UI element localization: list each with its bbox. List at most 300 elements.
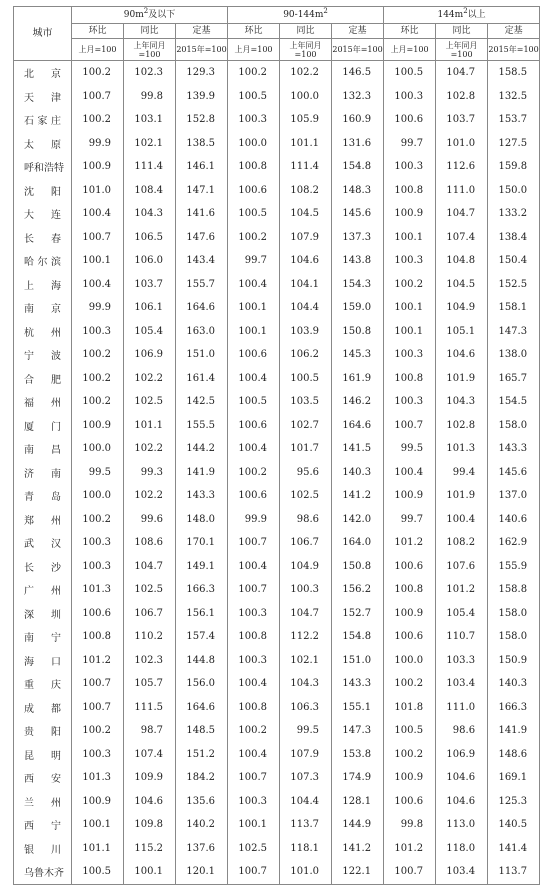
city-cell: 石家庄 [14, 108, 72, 132]
value-cell: 112.6 [436, 155, 488, 179]
value-cell: 100.7 [72, 226, 124, 250]
value-cell: 100.2 [72, 61, 124, 85]
value-cell: 100.9 [72, 155, 124, 179]
value-cell: 143.4 [176, 249, 228, 273]
value-cell: 100.3 [228, 108, 280, 132]
table-row [14, 108, 540, 132]
value-cell: 142.5 [176, 390, 228, 414]
value-cell: 100.3 [228, 790, 280, 814]
value-cell: 132.3 [332, 85, 384, 109]
value-cell: 152.7 [332, 602, 384, 626]
value-cell: 100.5 [228, 390, 280, 414]
value-cell: 150.4 [488, 249, 540, 273]
table-row [14, 766, 540, 790]
value-cell: 100.3 [384, 390, 436, 414]
city-cell: 杭州 [14, 320, 72, 344]
value-cell: 108.2 [280, 179, 332, 203]
value-cell: 102.1 [280, 649, 332, 673]
city-cell: 兰州 [14, 790, 72, 814]
value-cell: 102.5 [124, 390, 176, 414]
value-cell: 104.4 [280, 790, 332, 814]
value-cell: 100.7 [228, 766, 280, 790]
value-cell: 153.8 [332, 743, 384, 767]
table-row [14, 531, 540, 555]
value-cell: 100.6 [384, 108, 436, 132]
value-cell: 101.0 [280, 860, 332, 884]
value-cell: 106.9 [436, 743, 488, 767]
value-cell: 100.4 [228, 437, 280, 461]
value-cell: 100.9 [384, 766, 436, 790]
city-cell: 宁波 [14, 343, 72, 367]
value-cell: 103.4 [436, 860, 488, 884]
value-cell: 160.9 [332, 108, 384, 132]
value-cell: 163.0 [176, 320, 228, 344]
value-cell: 104.6 [436, 766, 488, 790]
value-cell: 101.1 [124, 414, 176, 438]
value-cell: 137.6 [176, 837, 228, 861]
value-cell: 100.7 [72, 672, 124, 696]
table-row [14, 320, 540, 344]
value-cell: 107.9 [280, 743, 332, 767]
value-cell: 144.2 [176, 437, 228, 461]
value-cell: 147.3 [488, 320, 540, 344]
value-cell: 103.5 [280, 390, 332, 414]
city-cell: 南宁 [14, 625, 72, 649]
city-cell: 重庆 [14, 672, 72, 696]
city-cell: 深圳 [14, 602, 72, 626]
city-cell: 海口 [14, 649, 72, 673]
city-cell: 太原 [14, 132, 72, 156]
value-cell: 104.7 [436, 61, 488, 85]
value-cell: 145.6 [332, 202, 384, 226]
value-cell: 129.3 [176, 61, 228, 85]
group-header-large: $144m^2$以上 [384, 7, 540, 24]
city-cell: 武汉 [14, 531, 72, 555]
value-cell: 100.4 [436, 508, 488, 532]
value-cell: 100.5 [280, 367, 332, 391]
base-header-2015: 2015年=100 [488, 39, 540, 61]
value-cell: 138.4 [488, 226, 540, 250]
value-cell: 100.2 [72, 390, 124, 414]
city-cell: 长春 [14, 226, 72, 250]
value-cell: 100.0 [72, 437, 124, 461]
value-cell: 184.2 [176, 766, 228, 790]
sub-header-yoy: 同比 [124, 24, 176, 39]
value-cell: 174.9 [332, 766, 384, 790]
city-cell: 上海 [14, 273, 72, 297]
value-cell: 143.3 [176, 484, 228, 508]
value-cell: 100.0 [228, 132, 280, 156]
table-row [14, 343, 540, 367]
table-row [14, 837, 540, 861]
value-cell: 162.9 [488, 531, 540, 555]
table-row [14, 860, 540, 884]
value-cell: 158.0 [488, 602, 540, 626]
value-cell: 154.8 [332, 625, 384, 649]
value-cell: 102.8 [436, 414, 488, 438]
value-cell: 100.7 [384, 414, 436, 438]
group-header-small: $90m^2$及以下 [72, 7, 228, 24]
value-cell: 148.5 [176, 719, 228, 743]
value-cell: 100.5 [384, 719, 436, 743]
table-row [14, 719, 540, 743]
city-cell: 哈尔滨 [14, 249, 72, 273]
value-cell: 104.1 [280, 273, 332, 297]
value-cell: 153.7 [488, 108, 540, 132]
price-index-table [13, 6, 540, 885]
table-row [14, 625, 540, 649]
value-cell: 148.0 [176, 508, 228, 532]
value-cell: 149.1 [176, 555, 228, 579]
value-cell: 95.6 [280, 461, 332, 485]
value-cell: 100.3 [72, 555, 124, 579]
value-cell: 150.8 [332, 320, 384, 344]
base-header-last-year: 上年同月=100 [436, 39, 488, 61]
value-cell: 145.3 [332, 343, 384, 367]
value-cell: 98.6 [280, 508, 332, 532]
city-cell: 成都 [14, 696, 72, 720]
city-cell: 厦门 [14, 414, 72, 438]
value-cell: 155.9 [488, 555, 540, 579]
table-row [14, 61, 540, 85]
value-cell: 118.0 [436, 837, 488, 861]
group-header-medium: $90-144m^2$ [228, 7, 384, 24]
value-cell: 100.0 [384, 649, 436, 673]
value-cell: 100.1 [384, 320, 436, 344]
city-cell: 福州 [14, 390, 72, 414]
value-cell: 108.4 [124, 179, 176, 203]
table-row [14, 179, 540, 203]
value-cell: 100.6 [384, 625, 436, 649]
city-cell: 南京 [14, 296, 72, 320]
value-cell: 120.1 [176, 860, 228, 884]
value-cell: 100.3 [228, 649, 280, 673]
table-row [14, 437, 540, 461]
value-cell: 99.7 [228, 249, 280, 273]
value-cell: 100.7 [72, 696, 124, 720]
value-cell: 104.3 [436, 390, 488, 414]
value-cell: 100.2 [228, 719, 280, 743]
table-row [14, 273, 540, 297]
value-cell: 101.0 [72, 179, 124, 203]
value-cell: 100.2 [72, 367, 124, 391]
value-cell: 139.9 [176, 85, 228, 109]
value-cell: 100.7 [72, 85, 124, 109]
table-row [14, 202, 540, 226]
value-cell: 99.7 [384, 508, 436, 532]
value-cell: 101.9 [436, 484, 488, 508]
value-cell: 152.5 [488, 273, 540, 297]
value-cell: 104.8 [436, 249, 488, 273]
value-cell: 155.5 [176, 414, 228, 438]
value-cell: 104.7 [280, 602, 332, 626]
value-cell: 100.8 [384, 179, 436, 203]
value-cell: 111.4 [124, 155, 176, 179]
city-cell: 长沙 [14, 555, 72, 579]
value-cell: 100.3 [384, 155, 436, 179]
value-cell: 159.8 [488, 155, 540, 179]
value-cell: 100.2 [72, 508, 124, 532]
value-cell: 144.8 [176, 649, 228, 673]
value-cell: 100.3 [72, 743, 124, 767]
table-body [14, 61, 540, 885]
value-cell: 144.9 [332, 813, 384, 837]
value-cell: 100.3 [72, 320, 124, 344]
value-cell: 127.5 [488, 132, 540, 156]
table-row [14, 578, 540, 602]
value-cell: 151.0 [176, 343, 228, 367]
value-cell: 150.0 [488, 179, 540, 203]
value-cell: 100.2 [228, 461, 280, 485]
value-cell: 99.5 [72, 461, 124, 485]
value-cell: 143.8 [332, 249, 384, 273]
value-cell: 141.6 [176, 202, 228, 226]
value-cell: 164.6 [332, 414, 384, 438]
value-cell: 101.3 [72, 766, 124, 790]
value-cell: 100.7 [228, 578, 280, 602]
value-cell: 103.1 [124, 108, 176, 132]
value-cell: 100.8 [228, 155, 280, 179]
value-cell: 102.3 [124, 649, 176, 673]
table-row [14, 296, 540, 320]
value-cell: 103.7 [436, 108, 488, 132]
value-cell: 141.2 [332, 837, 384, 861]
value-cell: 140.3 [488, 672, 540, 696]
table-row [14, 367, 540, 391]
value-cell: 141.9 [488, 719, 540, 743]
base-header-last-month: 上月=100 [384, 39, 436, 61]
table-row [14, 390, 540, 414]
base-header-last-year: 上年同月=100 [124, 39, 176, 61]
value-cell: 100.3 [228, 602, 280, 626]
table-row [14, 555, 540, 579]
value-cell: 101.9 [436, 367, 488, 391]
value-cell: 100.8 [384, 578, 436, 602]
value-cell: 100.9 [72, 414, 124, 438]
value-cell: 115.2 [124, 837, 176, 861]
city-cell: 呼和浩特 [14, 155, 72, 179]
value-cell: 100.5 [228, 202, 280, 226]
value-cell: 106.7 [124, 602, 176, 626]
value-cell: 106.7 [280, 531, 332, 555]
value-cell: 100.9 [72, 790, 124, 814]
value-cell: 154.5 [488, 390, 540, 414]
value-cell: 158.5 [488, 61, 540, 85]
value-cell: 100.0 [72, 484, 124, 508]
value-cell: 100.8 [228, 696, 280, 720]
city-column-header: 城市 [14, 7, 72, 61]
sub-header-mom: 环比 [384, 24, 436, 39]
table-row [14, 155, 540, 179]
table-row [14, 743, 540, 767]
city-cell: 昆明 [14, 743, 72, 767]
value-cell: 166.3 [488, 696, 540, 720]
value-cell: 100.1 [124, 860, 176, 884]
value-cell: 100.9 [384, 202, 436, 226]
value-cell: 102.1 [124, 132, 176, 156]
table-row [14, 813, 540, 837]
value-cell: 156.1 [176, 602, 228, 626]
value-cell: 156.2 [332, 578, 384, 602]
value-cell: 100.6 [228, 179, 280, 203]
city-cell: 济南 [14, 461, 72, 485]
base-header-last-month: 上月=100 [228, 39, 280, 61]
value-cell: 101.3 [436, 437, 488, 461]
value-cell: 107.9 [280, 226, 332, 250]
value-cell: 111.5 [124, 696, 176, 720]
value-cell: 104.9 [436, 296, 488, 320]
value-cell: 99.9 [72, 132, 124, 156]
table-row [14, 672, 540, 696]
value-cell: 100.7 [384, 860, 436, 884]
value-cell: 125.3 [488, 790, 540, 814]
value-cell: 155.7 [176, 273, 228, 297]
value-cell: 138.5 [176, 132, 228, 156]
value-cell: 161.9 [332, 367, 384, 391]
table-row [14, 508, 540, 532]
value-cell: 104.6 [436, 790, 488, 814]
value-cell: 111.0 [436, 179, 488, 203]
value-cell: 105.9 [280, 108, 332, 132]
value-cell: 99.9 [72, 296, 124, 320]
value-cell: 101.2 [384, 531, 436, 555]
value-cell: 110.7 [436, 625, 488, 649]
value-cell: 99.8 [124, 85, 176, 109]
value-cell: 100.3 [72, 531, 124, 555]
value-cell: 164.6 [176, 696, 228, 720]
value-cell: 101.3 [72, 578, 124, 602]
value-cell: 100.5 [72, 860, 124, 884]
value-cell: 161.4 [176, 367, 228, 391]
value-cell: 100.8 [228, 625, 280, 649]
value-cell: 158.8 [488, 578, 540, 602]
value-cell: 158.0 [488, 625, 540, 649]
value-cell: 137.0 [488, 484, 540, 508]
value-cell: 103.3 [436, 649, 488, 673]
value-cell: 141.5 [332, 437, 384, 461]
price-index-table-container [13, 6, 540, 885]
value-cell: 140.2 [176, 813, 228, 837]
value-cell: 99.9 [228, 508, 280, 532]
value-cell: 102.2 [124, 367, 176, 391]
value-cell: 104.6 [436, 343, 488, 367]
value-cell: 108.2 [436, 531, 488, 555]
table-row [14, 484, 540, 508]
table-row [14, 132, 540, 156]
value-cell: 107.4 [124, 743, 176, 767]
value-cell: 148.3 [332, 179, 384, 203]
value-cell: 106.0 [124, 249, 176, 273]
value-cell: 118.1 [280, 837, 332, 861]
value-cell: 99.3 [124, 461, 176, 485]
value-cell: 110.2 [124, 625, 176, 649]
value-cell: 100.3 [384, 85, 436, 109]
value-cell: 102.2 [280, 61, 332, 85]
value-cell: 100.2 [384, 273, 436, 297]
value-cell: 101.0 [436, 132, 488, 156]
value-cell: 101.1 [280, 132, 332, 156]
value-cell: 104.3 [124, 202, 176, 226]
value-cell: 100.4 [228, 743, 280, 767]
city-cell: 大连 [14, 202, 72, 226]
value-cell: 146.1 [176, 155, 228, 179]
value-cell: 107.6 [436, 555, 488, 579]
value-cell: 100.2 [228, 61, 280, 85]
value-cell: 104.6 [124, 790, 176, 814]
value-cell: 99.5 [384, 437, 436, 461]
value-cell: 145.6 [488, 461, 540, 485]
value-cell: 122.1 [332, 860, 384, 884]
value-cell: 159.0 [332, 296, 384, 320]
value-cell: 100.4 [228, 555, 280, 579]
base-header-last-year: 上年同月=100 [280, 39, 332, 61]
value-cell: 109.8 [124, 813, 176, 837]
value-cell: 103.9 [280, 320, 332, 344]
city-cell: 乌鲁木齐 [14, 860, 72, 884]
value-cell: 99.5 [280, 719, 332, 743]
table-row [14, 414, 540, 438]
value-cell: 143.3 [488, 437, 540, 461]
value-cell: 99.8 [384, 813, 436, 837]
value-cell: 103.4 [436, 672, 488, 696]
value-cell: 105.1 [436, 320, 488, 344]
city-cell: 贵阳 [14, 719, 72, 743]
value-cell: 128.1 [332, 790, 384, 814]
sub-header-fixed-base: 定基 [488, 24, 540, 39]
value-cell: 154.3 [332, 273, 384, 297]
value-cell: 102.8 [436, 85, 488, 109]
value-cell: 158.0 [488, 414, 540, 438]
value-cell: 140.3 [332, 461, 384, 485]
value-cell: 104.3 [280, 672, 332, 696]
value-cell: 141.2 [332, 484, 384, 508]
value-cell: 99.4 [436, 461, 488, 485]
value-cell: 100.4 [228, 273, 280, 297]
value-cell: 148.6 [488, 743, 540, 767]
value-cell: 106.1 [124, 296, 176, 320]
value-cell: 170.1 [176, 531, 228, 555]
value-cell: 102.7 [280, 414, 332, 438]
city-cell: 沈阳 [14, 179, 72, 203]
value-cell: 105.4 [124, 320, 176, 344]
value-cell: 98.6 [436, 719, 488, 743]
value-cell: 107.3 [280, 766, 332, 790]
table-row [14, 461, 540, 485]
city-cell: 西安 [14, 766, 72, 790]
value-cell: 111.0 [436, 696, 488, 720]
value-cell: 100.2 [228, 226, 280, 250]
value-cell: 104.6 [280, 249, 332, 273]
value-cell: 106.3 [280, 696, 332, 720]
value-cell: 101.2 [384, 837, 436, 861]
value-cell: 143.3 [332, 672, 384, 696]
value-cell: 105.7 [124, 672, 176, 696]
value-cell: 109.9 [124, 766, 176, 790]
value-cell: 132.5 [488, 85, 540, 109]
value-cell: 151.0 [332, 649, 384, 673]
value-cell: 100.6 [384, 555, 436, 579]
value-cell: 151.2 [176, 743, 228, 767]
value-cell: 100.4 [72, 273, 124, 297]
value-cell: 100.1 [384, 296, 436, 320]
table-row [14, 649, 540, 673]
value-cell: 99.7 [384, 132, 436, 156]
value-cell: 99.6 [124, 508, 176, 532]
value-cell: 152.8 [176, 108, 228, 132]
value-cell: 102.5 [228, 837, 280, 861]
value-cell: 100.4 [72, 202, 124, 226]
value-cell: 157.4 [176, 625, 228, 649]
